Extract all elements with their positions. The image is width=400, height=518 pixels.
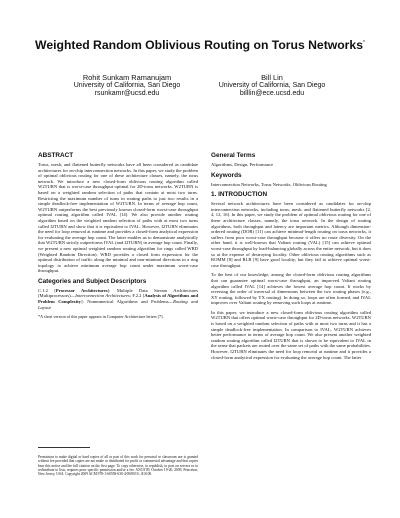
- paper-title-text: Weighted Random Oblivious Routing on Torus Networks: [35, 38, 363, 52]
- author-block-1: [47, 74, 207, 99]
- right-column: [211, 152, 371, 364]
- category-code: ; F.2.2 [: [129, 293, 145, 299]
- intro-paragraph-1: Several network architectures have been considered as candidates for on-chip interconnection networks, including torus, mesh, and flattened butterfly networks [2, 4, 12, 16]. In this paper, we study the problem of optimal oblivious routing for one of these architecture classes, namely, the torus network. In the design of routing algorithms, both throughput and latency are important metrics. Although dimension-ordered routing (DOR) [11] can achieve minimal-length routing on torus networks, it suffers from poor worst-case throughput because it offers no route diversity. On the other hand, it is well-known that Valiant routing (VAL) [15] can achieve optimal worst-case throughput by load-balancing globally across the entire network, but it does so at the expense of destroying locality. Other oblivious routing algorithms such as ROMM [8] and RLB [9] have good locality, but they fail to achieve optimal worst-case throughput.: [211, 201, 371, 268]
- abstract-heading: ABSTRACT: [38, 152, 74, 159]
- categories-heading: Categories and Subject Descriptors: [38, 277, 147, 285]
- author-email: billlin@ece.ucsd.edu: [239, 90, 305, 98]
- author-affiliation: University of California, San Diego: [73, 82, 181, 90]
- category-desc: ]: Nonnumerical Algorithms and Problems—: [80, 299, 174, 305]
- title-footnote-mark: *: [362, 39, 365, 46]
- copyright-notice: Permission to make digital or hard copies of all or part of this work for personal or classroom use is granted without fee provided that copies are not made or distributed for profit or commercial advantage and that copies bear this notice and the full citation on the first page. To copy otherwise, to republish, to post on servers or to redistribute to lists, requires prior specific permission and/or a fee. ANCS'09, October 19-20, 2009, Princeton, New Jersey, USA. Copyright 2009 ACM 978-1-60558-630-4/09/0010...$10.00.: [38, 455, 198, 477]
- author-name: Bill Lin: [261, 73, 283, 82]
- category-subject: Routing and Layout: [38, 299, 199, 310]
- footnote-rule: [38, 447, 90, 448]
- author-name: Rohit Sunkam Ramanujam: [82, 73, 172, 82]
- general-terms-heading: General Terms: [211, 152, 256, 159]
- author-affiliation: University of California, San Diego: [218, 82, 326, 90]
- category-name: Processor Architectures: [55, 287, 108, 293]
- abstract-text: Torus, mesh, and flattened butterfly networks have all been considered as candidate architectures for on-chip interconnection networks. In this paper, we study the problem of optimal oblivious routing for one of these architecture classes, namely, the torus network. We introduce a new closed-form oblivious routing algorithm called W2TURN that is worst-case throughput optimal for 2D-torus networks. W2TURN is based on a weighted random selection of paths that contain at most two turns. Restricting the maximum number of turns in routing paths to just two results in a simple deadlock-free implementation of W2TURN. In terms of average hop count, W2TURN outperforms the best previously known closed-form worst-case throughput optimal routing algorithm called IVAL [14]. We also provide another routing algorithm based on the weighted random selection of paths with at most two turns called I2TURN and show that it is equivalent to IVAL. However, I2TURN eliminates the need for loop removal at runtime and provides a closed-form analytical expression for evaluating the average hop count. The latter enables us to demonstrate analytically that W2TURN strictly outperforms IVAL (and I2TURN) in average hop count. Finally, we present a new optimal weighted random routing algorithm for rings called WRD (Weighted Random Direction). WRD provides a closed form expression for the optimal distribution of traffic along the minimal and non-minimal directions in a ring topology to achieve minimum average hop count under maximum worst-case throughput.: [38, 162, 198, 274]
- paper-title: [0, 38, 400, 52]
- categories-text: [38, 288, 198, 310]
- left-column: [38, 152, 198, 323]
- title-footnote: *A short version of this paper appears in Computer Architecture letters [7].: [38, 314, 164, 320]
- category-code: C.1.2 [: [38, 287, 56, 293]
- intro-paragraph-2: To the best of our knowledge, among the closed-form oblivious routing algorithms that can guarantee optimal worst-case throughput, an improved Valiant routing algorithm called IVAL [14] achieves the lowest average hop count. It works by reversing the order of traversal of dimensions between the two routing phases (e.g., XY routing, followed by YX routing). In doing so, loops are often formed, and IVAL improves over Valiant routing by removing such loops at runtime.: [211, 272, 371, 306]
- introduction-heading: 1. INTRODUCTION: [211, 191, 268, 199]
- author-block-2: [192, 74, 352, 99]
- category-name: Analysis of Algorithms and Problem Complexity: [38, 293, 198, 305]
- general-terms-text: Algorithms, Design, Performance: [211, 162, 274, 167]
- keywords-text: Interconnection Networks, Torus Networks, Oblivious Routing: [211, 181, 327, 187]
- intro-paragraph-3: In this paper, we introduce a new closed-form oblivious routing algorithm called W2TURN that offers optimal worst-case throughput for 2D-torus networks. W2TURN is based on a weighted random selection of paths with at most two turns and it has a simple deadlock-free implementation. In comparison to IVAL, W2TURN achieves better performance in terms of average hop count. We also present another weighted random routing algorithm called I2TURN that is shown to be equivalent to IVAL in the sense that packets are routed over the same set of paths with the same probabilities. However, I2TURN eliminates the need for loop removal at runtime and it provides a closed-form analytical expression for evaluating the average hop count. The latter: [211, 309, 371, 360]
- keywords-heading: Keywords: [211, 171, 242, 179]
- category-desc: ]: Multiple Data Stream Architectures (Multiprocessors)—: [38, 287, 198, 299]
- category-subject: Interconnection Architectures: [75, 293, 130, 299]
- author-email: rsunkamr@ucsd.edu: [94, 90, 160, 98]
